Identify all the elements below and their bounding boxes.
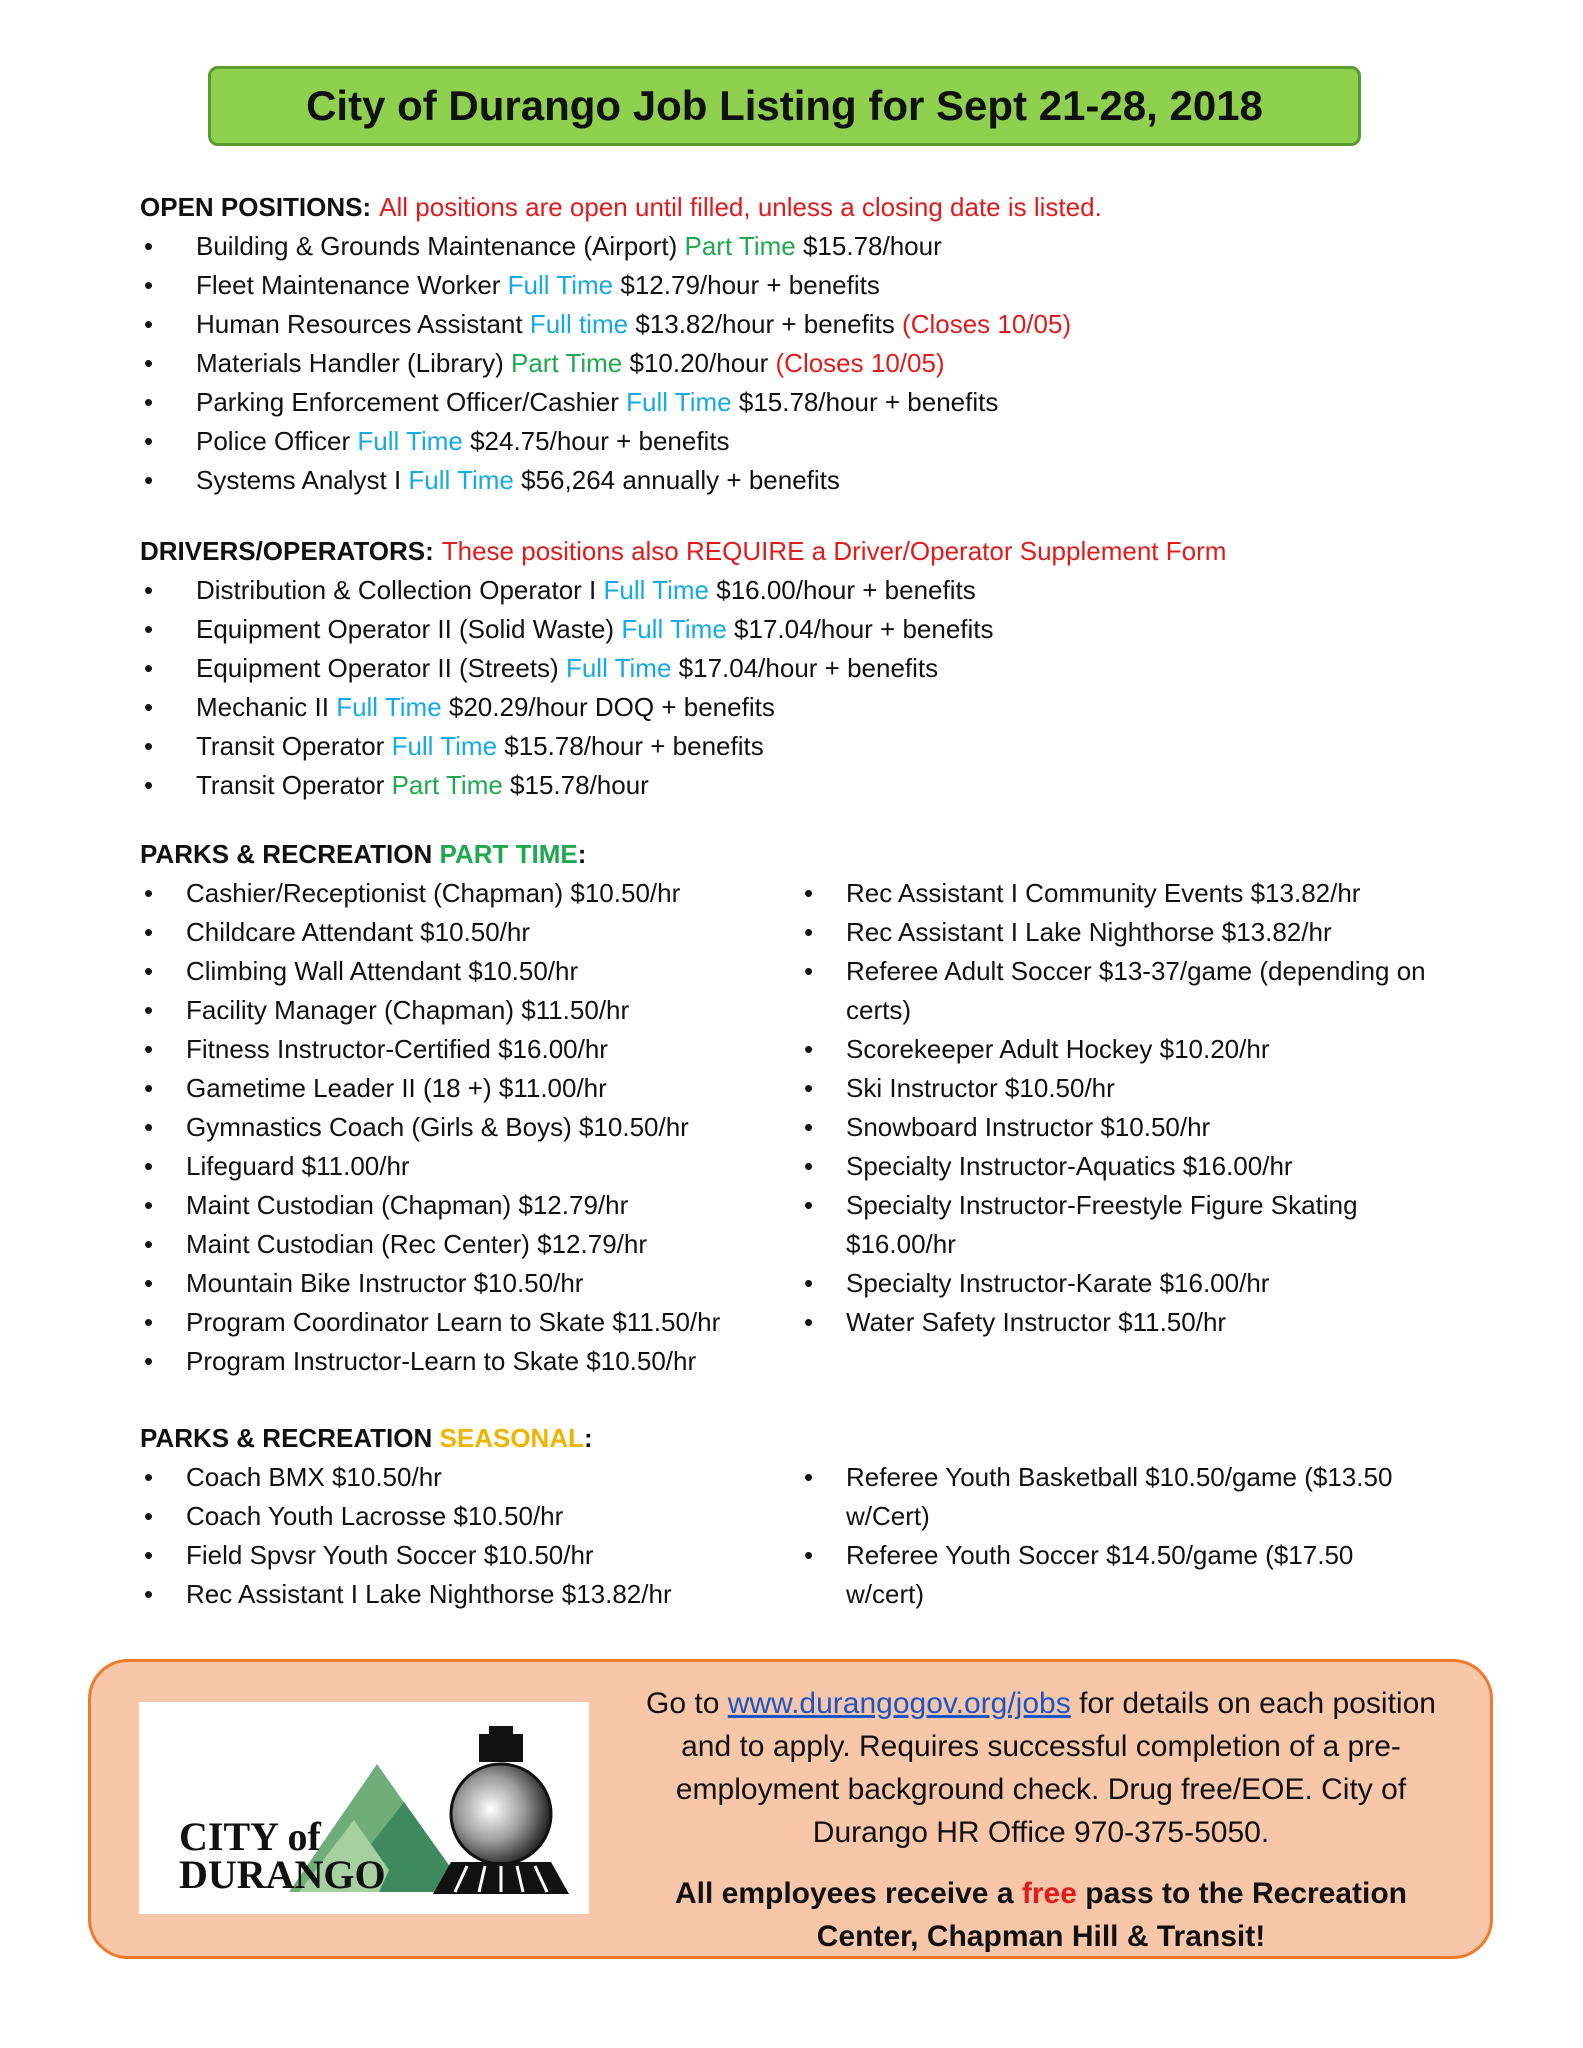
list-item: • Maint Custodian (Chapman) $12.79/hr [140, 1186, 790, 1225]
drivers-section [140, 532, 1440, 805]
list-item: • Materials Handler (Library) Part Time $10.20/hour (Closes 10/05) [140, 344, 1440, 383]
list-item: • Specialty Instructor-Karate $16.00/hr [800, 1264, 1440, 1303]
list-item: • Fleet Maintenance Worker Full Time $12.79/hour + benefits [140, 266, 1440, 305]
list-item: • Program Instructor-Learn to Skate $10.50/hr [140, 1342, 790, 1381]
list-item: • Snowboard Instructor $10.50/hr [800, 1108, 1440, 1147]
list-item: • Specialty Instructor-Freestyle Figure Skating $16.00/hr [800, 1186, 1440, 1264]
logo-line2: DURANGO [179, 1852, 386, 1897]
logo-line1: CITY of [179, 1814, 321, 1859]
list-item: • Maint Custodian (Rec Center) $12.79/hr [140, 1225, 790, 1264]
list-item: • Specialty Instructor-Aquatics $16.00/hr [800, 1147, 1440, 1186]
list-item: • Referee Adult Soccer $13-37/game (depending on certs) [800, 952, 1440, 1030]
list-item: • Referee Youth Basketball $10.50/game ($13.50 w/Cert) [800, 1458, 1420, 1536]
open-positions-note: All positions are open until filled, unless a closing date is listed. [379, 192, 1102, 222]
list-item: • Field Spvsr Youth Soccer $10.50/hr [140, 1536, 790, 1575]
logo-graphic [139, 1702, 589, 1914]
locomotive-boiler-icon [451, 1764, 551, 1864]
list-item: • Gametime Leader II (18 +) $11.00/hr [140, 1069, 790, 1108]
footer-info: Go to www.durangogov.org/jobs for details on each position and to apply. Requires successful completion of a pre-employment background check. Drug free/EOE. City of Durango HR Office 970-375-5050. [646, 1687, 1436, 1849]
open-positions-list [140, 227, 1440, 500]
list-item: • Gymnastics Coach (Girls & Boys) $10.50/hr [140, 1108, 790, 1147]
footer-perk: All employees receive a free pass to the Recreation Center, Chapman Hill & Transit! [674, 1877, 1408, 1953]
list-item: • Mountain Bike Instructor $10.50/hr [140, 1264, 790, 1303]
list-item: • Facility Manager (Chapman) $11.50/hr [140, 991, 790, 1030]
list-item: • Transit Operator Full Time $15.78/hour + benefits [140, 727, 1440, 766]
parks-part-time-left-list [140, 874, 790, 1381]
parks-part-time-heading: PARKS & RECREATION PART TIME: [140, 839, 587, 869]
list-item: • Coach Youth Lacrosse $10.50/hr [140, 1497, 790, 1536]
list-item: • Building & Grounds Maintenance (Airport) Part Time $15.78/hour [140, 227, 1440, 266]
title-banner [208, 66, 1361, 146]
list-item: • Rec Assistant I Lake Nighthorse $13.82/hr [800, 913, 1440, 952]
list-item: • Water Safety Instructor $11.50/hr [800, 1303, 1440, 1342]
city-of-durango-logo [139, 1702, 589, 1914]
list-item: • Ski Instructor $10.50/hr [800, 1069, 1440, 1108]
list-item: • Equipment Operator II (Streets) Full Time $17.04/hour + benefits [140, 649, 1440, 688]
parks-part-time-right-list [800, 874, 1440, 1342]
list-item: • Police Officer Full Time $24.75/hour + benefits [140, 422, 1440, 461]
parks-seasonal-right-list [800, 1458, 1420, 1614]
list-item: • Transit Operator Part Time $15.78/hour [140, 766, 1440, 805]
list-item: • Parking Enforcement Officer/Cashier Full Time $15.78/hour + benefits [140, 383, 1440, 422]
page-title: City of Durango Job Listing for Sept 21-28, 2018 [306, 82, 1263, 129]
footer-text [621, 1682, 1461, 1958]
list-item: • Human Resources Assistant Full time $13.82/hour + benefits (Closes 10/05) [140, 305, 1440, 344]
list-item: • Equipment Operator II (Solid Waste) Full Time $17.04/hour + benefits [140, 610, 1440, 649]
list-item: • Referee Youth Soccer $14.50/game ($17.50 w/cert) [800, 1536, 1420, 1614]
footer-box [88, 1659, 1493, 1959]
list-item: • Rec Assistant I Lake Nighthorse $13.82/hr [140, 1575, 790, 1614]
open-positions-heading: OPEN POSITIONS: All positions are open until filled, unless a closing date is listed. [140, 192, 1102, 222]
list-item: • Coach BMX $10.50/hr [140, 1458, 790, 1497]
list-item: • Fitness Instructor-Certified $16.00/hr [140, 1030, 790, 1069]
drivers-list [140, 571, 1440, 805]
list-item: • Systems Analyst I Full Time $56,264 annually + benefits [140, 461, 1440, 500]
list-item: • Lifeguard $11.00/hr [140, 1147, 790, 1186]
open-positions-section [140, 188, 1440, 500]
locomotive-stack-icon [479, 1734, 523, 1762]
list-item: • Program Coordinator Learn to Skate $11.50/hr [140, 1303, 790, 1342]
drivers-heading: DRIVERS/OPERATORS: These positions also REQUIRE a Driver/Operator Supplement Form [140, 536, 1227, 566]
parks-seasonal-left-list [140, 1458, 790, 1614]
list-item: • Scorekeeper Adult Hockey $10.20/hr [800, 1030, 1440, 1069]
parks-part-time-section [140, 835, 1460, 1395]
jobs-link[interactable]: www.durangogov.org/jobs [727, 1687, 1071, 1720]
list-item: • Rec Assistant I Community Events $13.82/hr [800, 874, 1440, 913]
list-item: • Distribution & Collection Operator I Full Time $16.00/hour + benefits [140, 571, 1440, 610]
parks-seasonal-heading: PARKS & RECREATION SEASONAL: [140, 1423, 593, 1453]
list-item: • Cashier/Receptionist (Chapman) $10.50/hr [140, 874, 790, 913]
drivers-note: These positions also REQUIRE a Driver/Operator Supplement Form [441, 536, 1227, 566]
list-item: • Childcare Attendant $10.50/hr [140, 913, 790, 952]
list-item: • Climbing Wall Attendant $10.50/hr [140, 952, 790, 991]
list-item: • Mechanic II Full Time $20.29/hour DOQ + benefits [140, 688, 1440, 727]
parks-seasonal-section [140, 1419, 1460, 1619]
